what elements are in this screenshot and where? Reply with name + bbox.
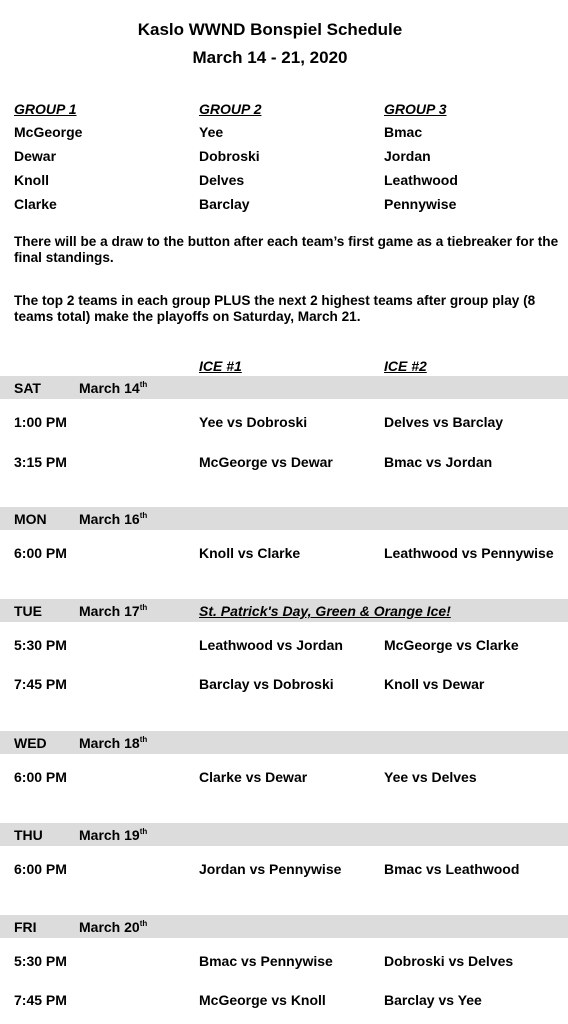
ice-1-matchup: Clarke vs Dewar — [199, 769, 308, 785]
ice-2-matchup: Yee vs Delves — [384, 769, 477, 785]
date-suffix: th — [139, 919, 148, 928]
ice-2-header: ICE #2 — [384, 358, 427, 374]
day-date-text: March 20 — [79, 919, 140, 935]
day-name: SAT — [14, 380, 41, 396]
ice-1-matchup: Bmac vs Pennywise — [199, 953, 333, 969]
day-name: TUE — [14, 603, 42, 619]
day-header — [0, 915, 568, 938]
group-team: McGeorge — [14, 124, 83, 140]
ice-2-matchup: Delves vs Barclay — [384, 414, 504, 430]
day-header — [0, 507, 568, 530]
game-time: 6:00 PM — [14, 545, 67, 561]
ice-1-matchup: Leathwood vs Jordan — [199, 637, 343, 653]
ice-2-matchup: Knoll vs Dewar — [384, 676, 485, 692]
group-team: Jordan — [384, 148, 431, 164]
day-name: WED — [14, 735, 47, 751]
ice-1-header: ICE #1 — [199, 358, 242, 374]
game-time: 5:30 PM — [14, 637, 67, 653]
group-header: GROUP 2 — [199, 101, 262, 117]
day-date — [79, 827, 147, 843]
group-team: Yee — [199, 124, 224, 140]
game-time: 6:00 PM — [14, 861, 67, 877]
day-date — [79, 380, 147, 396]
day-date-text: March 16 — [79, 511, 140, 527]
group-header: GROUP 1 — [14, 101, 77, 117]
game-time: 1:00 PM — [14, 414, 67, 430]
playoff-rule: The top 2 teams in each group PLUS the next 2 highest teams after group play (8 teams total) make the playoffs on Saturday, March 21. — [14, 293, 536, 324]
ice-2-matchup: Leathwood vs Pennywise — [384, 545, 554, 561]
day-header — [0, 376, 568, 399]
game-time: 6:00 PM — [14, 769, 67, 785]
group-team: Bmac — [384, 124, 423, 140]
group-team: Delves — [199, 172, 245, 188]
date-suffix: th — [139, 735, 148, 744]
day-name: FRI — [14, 919, 37, 935]
date-suffix: th — [139, 603, 148, 612]
day-date — [79, 603, 147, 619]
day-name: THU — [14, 827, 43, 843]
group-team: Clarke — [14, 196, 57, 212]
group-team: Pennywise — [384, 196, 457, 212]
game-time: 7:45 PM — [14, 992, 67, 1008]
group-team: Knoll — [14, 172, 49, 188]
game-time: 7:45 PM — [14, 676, 67, 692]
ice-1-matchup: Barclay vs Dobroski — [199, 676, 334, 692]
day-header — [0, 731, 568, 754]
day-date-text: March 18 — [79, 735, 140, 751]
date-suffix: th — [139, 511, 148, 520]
day-header — [0, 823, 568, 846]
ice-1-matchup: Jordan vs Pennywise — [199, 861, 342, 877]
ice-2-matchup: Dobroski vs Delves — [384, 953, 514, 969]
day-header — [0, 599, 568, 622]
day-date-text: March 19 — [79, 827, 140, 843]
ice-1-matchup: Yee vs Dobroski — [199, 414, 308, 430]
ice-2-matchup: Bmac vs Leathwood — [384, 861, 520, 877]
ice-1-matchup: McGeorge vs Dewar — [199, 454, 333, 470]
ice-1-matchup: Knoll vs Clarke — [199, 545, 301, 561]
group-team: Dewar — [14, 148, 57, 164]
day-date — [79, 511, 147, 527]
game-time: 3:15 PM — [14, 454, 67, 470]
group-team: Leathwood — [384, 172, 458, 188]
day-name: MON — [14, 511, 47, 527]
date-suffix: th — [139, 380, 148, 389]
day-date — [79, 735, 147, 751]
group-team: Barclay — [199, 196, 250, 212]
page-title: Kaslo WWND Bonspiel Schedule — [137, 20, 403, 39]
ice-2-matchup: McGeorge vs Clarke — [384, 637, 519, 653]
day-date-text: March 17 — [79, 603, 140, 619]
date-suffix: th — [139, 827, 148, 836]
event-dates: March 14 - 21, 2020 — [192, 48, 348, 67]
tiebreaker-rule: There will be a draw to the button after each team’s first game as a tiebreaker for the final standings. — [14, 234, 559, 265]
ice-2-matchup: Bmac vs Jordan — [384, 454, 493, 470]
game-time: 5:30 PM — [14, 953, 67, 969]
ice-1-matchup: McGeorge vs Knoll — [199, 992, 326, 1008]
group-header: GROUP 3 — [384, 101, 447, 117]
day-note: St. Patrick's Day, Green & Orange Ice! — [199, 603, 451, 619]
day-date-text: March 14 — [79, 380, 140, 396]
group-team: Dobroski — [199, 148, 260, 164]
day-date — [79, 919, 147, 935]
ice-2-matchup: Barclay vs Yee — [384, 992, 482, 1008]
